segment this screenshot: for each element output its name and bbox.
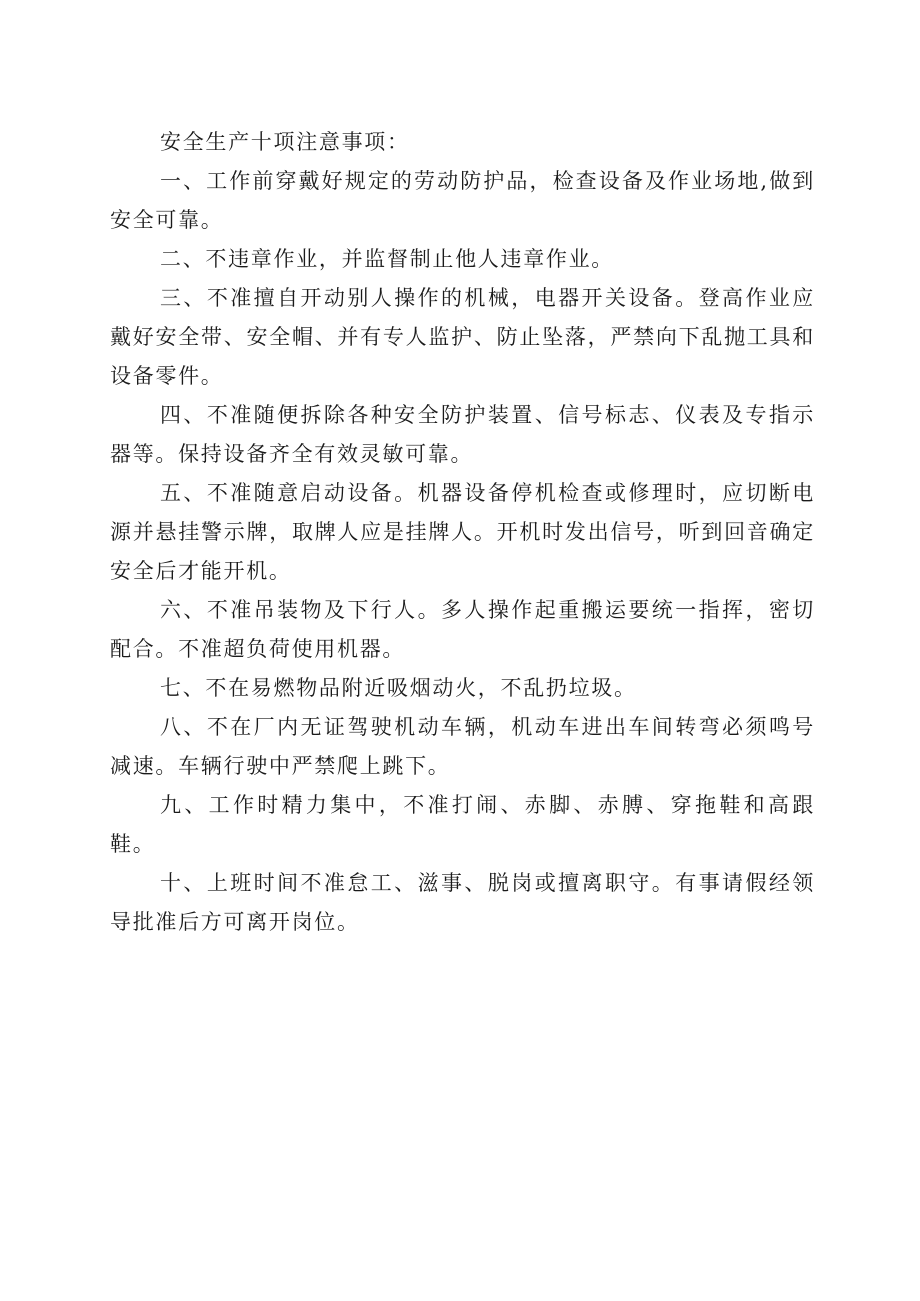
- rule-item-4: 四、不准随便拆除各种安全防护装置、信号标志、仪表及专指示器等。保持设备齐全有效灵敏可靠。: [110, 403, 815, 466]
- rule-item-9: 九、工作时精力集中，不准打闹、赤脚、赤膊、穿拖鞋和高跟鞋。: [110, 793, 815, 856]
- rule-item-3: 三、不准擅自开动别人操作的机械，电器开关设备。登高作业应戴好安全带、安全帽、并有专人监护、防止坠落，严禁向下乱抛工具和设备零件。: [110, 286, 815, 388]
- rule-item-7: 七、不在易燃物品附近吸烟动火，不乱扔垃圾。: [160, 676, 637, 700]
- rule-item-2: 二、不违章作业，并监督制止他人违章作业。: [160, 247, 614, 271]
- rule-item-5: 五、不准随意启动设备。机器设备停机检查或修理时，应切断电源并悬挂警示牌，取牌人应是挂牌人。开机时发出信号，听到回音确定安全后才能开机。: [110, 481, 815, 583]
- rule-item-6: 六、不准吊装物及下行人。多人操作起重搬运要统一指挥，密切配合。不准超负荷使用机器。: [110, 598, 815, 661]
- rule-item-1: 一、工作前穿戴好规定的劳动防护品，检查设备及作业场地,做到安全可靠。: [110, 169, 815, 232]
- document-body: [110, 123, 815, 942]
- rule-item-8: 八、不在厂内无证驾驶机动车辆，机动车进出车间转弯必须鸣号减速。车辆行驶中严禁爬上跳下。: [110, 715, 815, 778]
- document-title: 安全生产十项注意事项：: [160, 130, 410, 154]
- rule-item-10: 十、上班时间不准怠工、滋事、脱岗或擅离职守。有事请假经领导批准后方可离开岗位。: [110, 871, 815, 934]
